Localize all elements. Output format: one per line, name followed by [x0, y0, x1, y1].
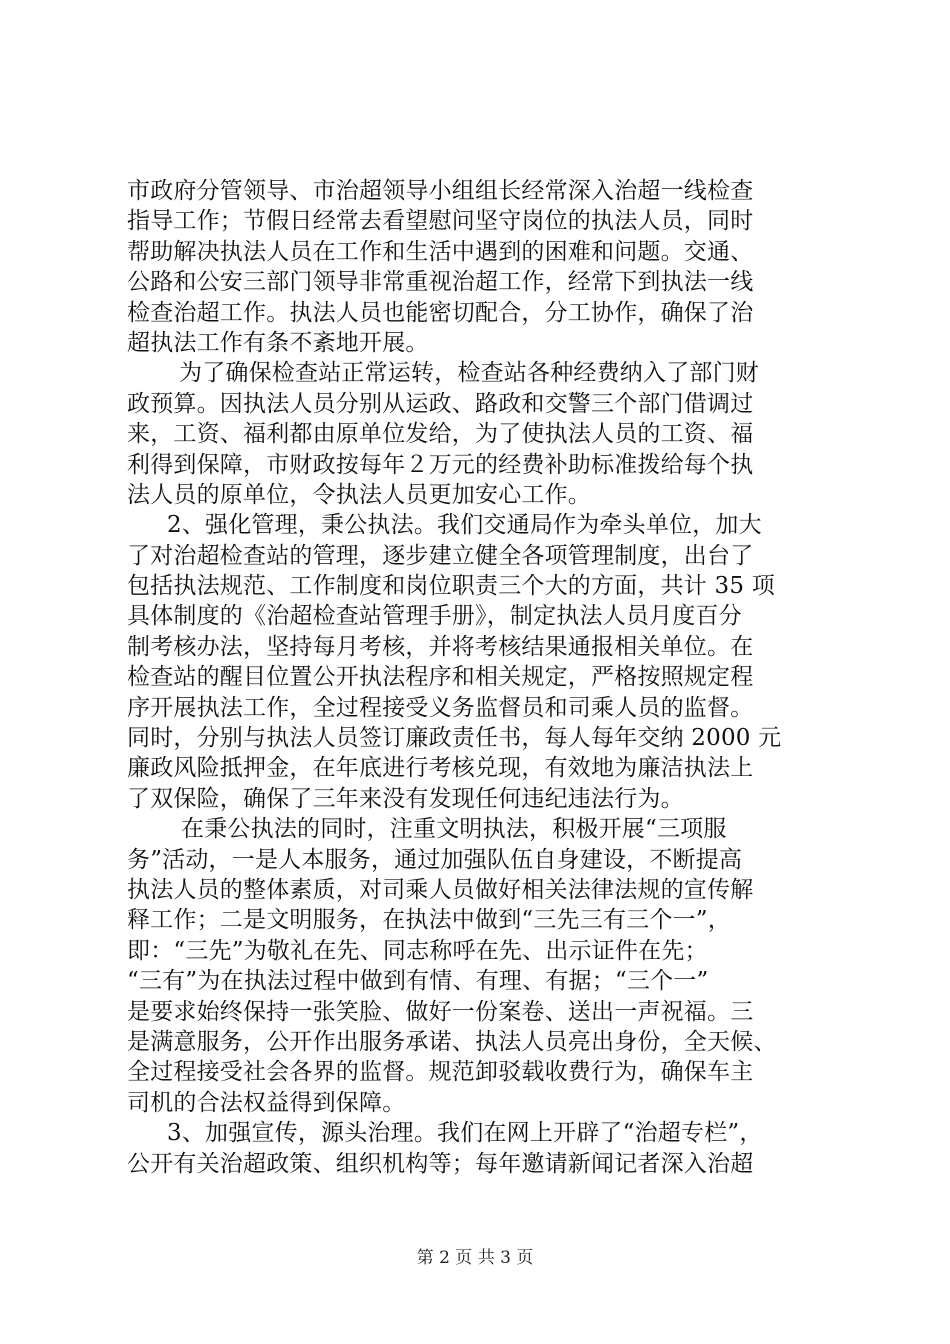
paragraph-first-line: 2、强化管理，秉公执法。我们交通局作为牵头单位，加大 [167, 512, 762, 539]
text-line: 包括执法规范、工作制度和岗位职责三个大的方面，共计 35 项 [127, 573, 775, 600]
text-line: 是要求始终保持一张笑脸、做好一份案卷、送出一声祝福。三 [127, 998, 754, 1025]
page-number-footer: 第 2 页 共 3 页 [416, 1248, 534, 1268]
text-line: 帮助解决执法人员在工作和生活中遇到的困难和问题。交通、 [127, 238, 754, 265]
text-line: 利得到保障，市财政按每年２万元的经费补助标准拨给每个执 [127, 451, 754, 478]
text-line: 来，工资、福利都由原单位发给，为了使执法人员的工资、福 [127, 421, 754, 448]
text-line: 公开有关治超政策、组织机构等；每年邀请新闻记者深入治超 [127, 1150, 754, 1177]
text-line: 执法人员的整体素质，对司乘人员做好相关法律法规的宣传解 [127, 876, 754, 903]
text-line: 全过程接受社会各界的监督。规范卸驳载收费行为，确保车主 [127, 1059, 754, 1086]
text-line: 释工作；二是文明服务，在执法中做到“三先三有三个一”， [127, 907, 731, 934]
text-line: 司机的合法权益得到保障。 [127, 1089, 406, 1116]
paragraph-first-line: 3、加强宣传，源头治理。我们在网上开辟了“治超专栏”， [167, 1120, 763, 1147]
text-line: 廉政风险抵押金，在年底进行考核兑现，有效地为廉洁执法上 [127, 755, 754, 782]
text-line: 指导工作；节假日经常去看望慰问坚守岗位的执法人员，同时 [127, 208, 754, 235]
text-line: 公路和公安三部门领导非常重视治超工作，经常下到执法一线 [127, 269, 754, 296]
text-line: 务”活动，一是人本服务，通过加强队伍自身建设，不断提高 [127, 846, 743, 873]
text-line: “三有”为在执法过程中做到有情、有理、有据；“三个一” [127, 968, 709, 995]
text-line: 是满意服务，公开作出服务承诺、执法人员亮出身份，全天候、 [127, 1028, 777, 1055]
paragraph-first-line: 为了确保检查站正常运转，检查站各种经费纳入了部门财 [179, 360, 759, 387]
text-line: 了双保险，确保了三年来没有发现任何违纪违法行为。 [127, 785, 684, 812]
text-line: 了对治超检查站的管理，逐步建立健全各项管理制度，出台了 [127, 542, 754, 569]
text-line: 同时，分别与执法人员签订廉政责任书，每人每年交纳 2000 元 [127, 725, 782, 752]
text-line: 即：“三先”为敬礼在先、同志称呼在先、出示证件在先； [127, 937, 708, 964]
text-line: 超执法工作有条不紊地开展。 [127, 329, 429, 356]
document-body [127, 176, 827, 1179]
text-line: 序开展执法工作，全过程接受义务监督员和司乘人员的监督。 [127, 694, 754, 721]
text-line: 市政府分管领导、市治超领导小组组长经常深入治超一线检查 [127, 178, 754, 204]
text-line: 制考核办法，坚持每月考核，并将考核结果通报相关单位。在 [127, 633, 754, 660]
text-line: 具体制度的《治超检查站管理手册》，制定执法人员月度百分 [127, 603, 742, 630]
text-line: 政预算。因执法人员分别从运政、路政和交警三个部门借调过 [127, 390, 754, 417]
text-line: 检查站的醒目位置公开执法程序和相关规定，严格按照规定程 [127, 664, 754, 691]
text-line: 检查治超工作。执法人员也能密切配合，分工协作，确保了治 [127, 299, 754, 326]
text-line: 法人员的原单位，令执法人员更加安心工作。 [127, 481, 591, 508]
paragraph-first-line: 在秉公执法的同时，注重文明执法，积极开展“三项服 [181, 816, 727, 843]
